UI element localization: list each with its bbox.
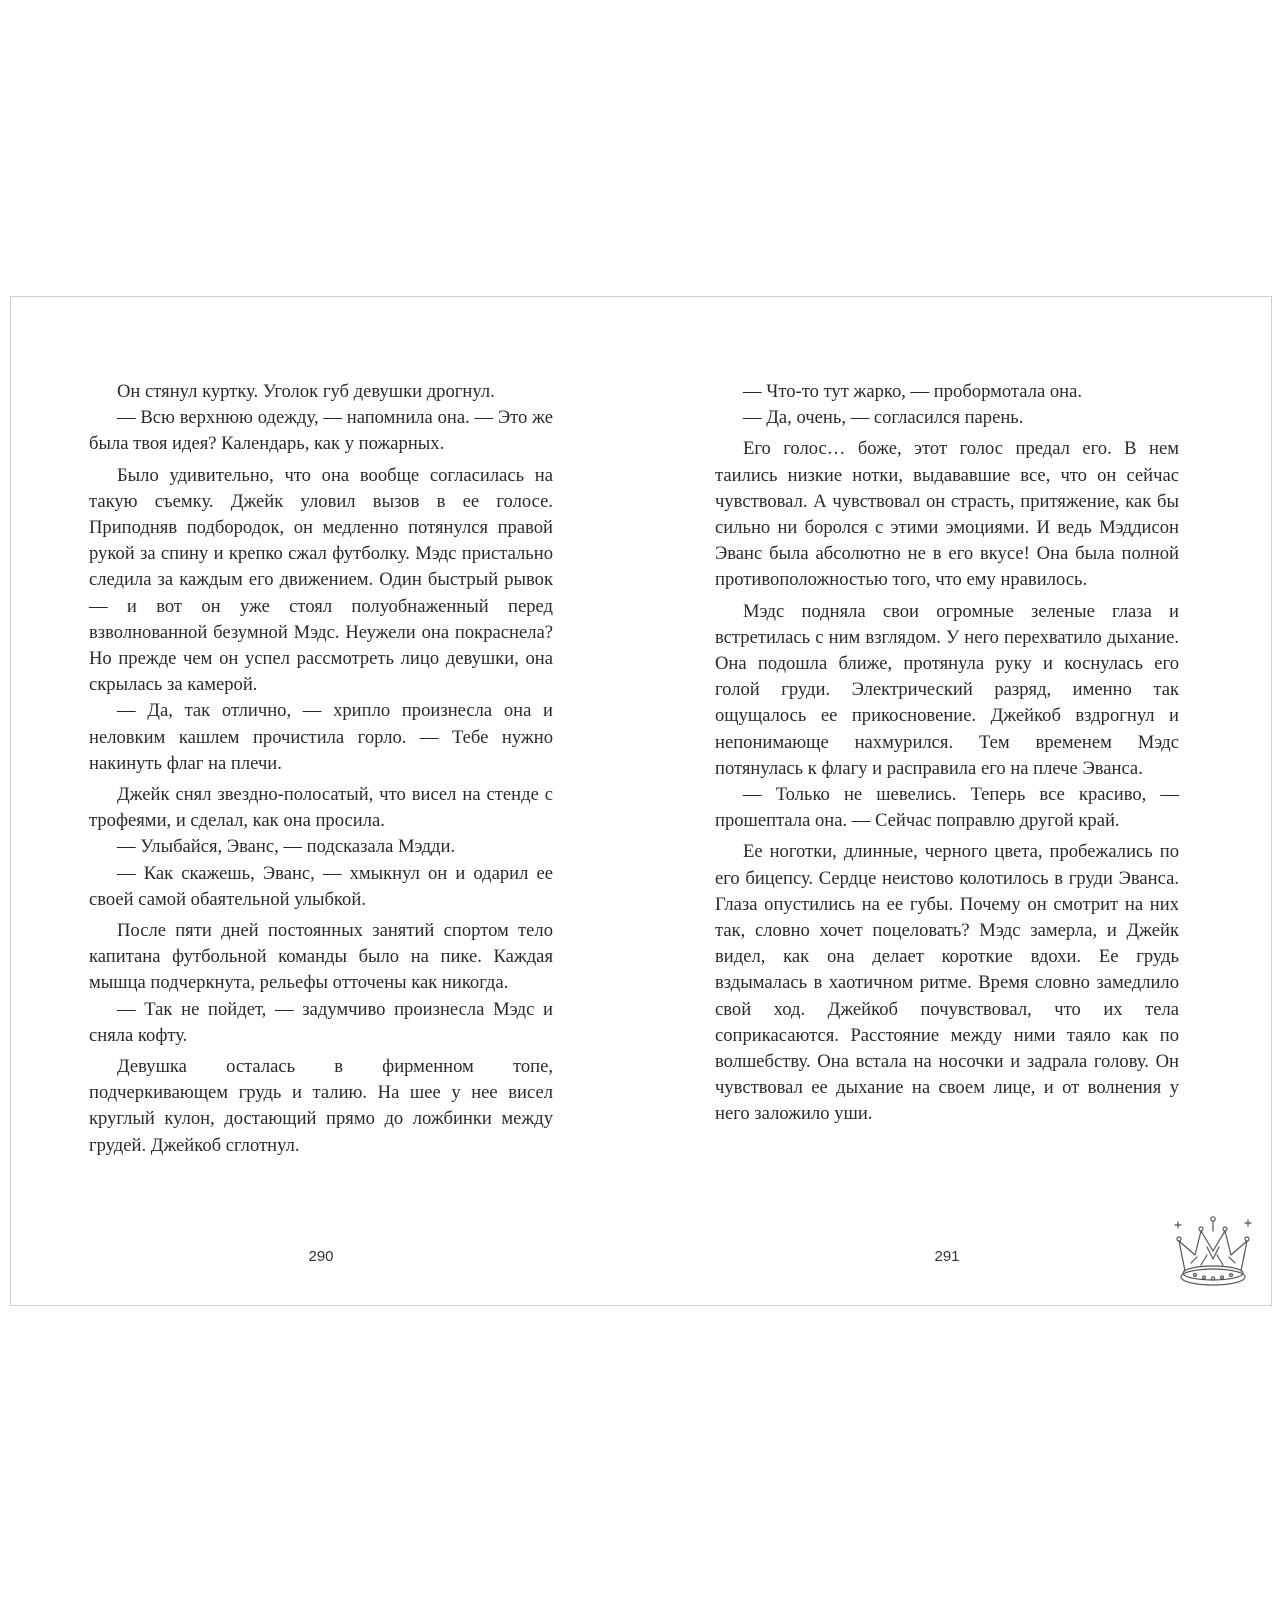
paragraph: Его голос… боже, этот голос предал его. В нем таились низкие нотки, выдававшие все, что он сейчас чувствовал. А чувствовал он страсть, притяжение, как бы сильно ни боролся с этими эмоциями. И ведь Мэддисон Эванс была абсолютно не в его вкусе! Она была полной противоположностью того, что ему нравилось.	[715, 438, 1179, 591]
left-page-text	[89, 379, 553, 1159]
book-spread	[10, 296, 1272, 1306]
paragraph: Было удивительно, что она вообще согласилась на такую съемку. Джейк уловил вызов в ее голосе. Приподняв подбородок, он медленно потянулся правой рукой за спину и крепко сжал футболку. Мэдс пристально следила за каждым его движением. Один быстрый рывок — и вот он уже стоял полуобнаженный перед взволнованной безумной Мэдс. Неужели она покраснела? Но прежде чем он успел рассмотреть лицо девушки, она скрылась за камерой.	[89, 464, 553, 696]
paragraph: — Да, очень, — согласился парень.	[743, 407, 1024, 429]
page-number-left: 290	[308, 1248, 334, 1265]
paragraph: — Что-то тут жарко, — пробормотала она.	[743, 381, 1083, 402]
page-number-right: 291	[934, 1248, 960, 1265]
paragraph: — Да, так отлично, — хрипло произнесла она и неловким кашлем прочистила горло. — Тебе нужно накинуть флаг на плечи.	[89, 700, 553, 774]
paragraph: — Улыбайся, Эванс, — подсказала Мэдди.	[117, 836, 456, 858]
paragraph: Девушка осталась в фирменном топе, подчеркивающем грудь и талию. На шее у нее висел круглый кулон, достающий прямо до ложбинки между грудей. Джейкоб сглотнул.	[89, 1056, 553, 1156]
paragraph: Он стянул куртку. Уголок губ девушки дрогнул.	[117, 381, 495, 402]
paragraph: Мэдс подняла свои огромные зеленые глаза и встретилась с ним взглядом. У него перехватило дыхание. Она подошла ближе, протянула руку и коснулась его голой груди. Электрический разряд, именно так ощущалось ее прикосновение. Джейкоб вздрогнул и непонимающе нахмурился. Тем временем Мэдс потянулась к флагу и расправила его на плече Эванса.	[715, 600, 1179, 779]
crown-icon	[1171, 1211, 1255, 1295]
paragraph: — Так не пойдет, — задумчиво произнесла Мэдс и сняла кофту.	[89, 998, 553, 1046]
right-page-text	[715, 379, 1179, 1128]
paragraph: Джейк снял звездно-полосатый, что висел на стенде с трофеями, и сделал, как она просила.	[89, 784, 553, 832]
paragraph: Ее ноготки, длинные, черного цвета, пробежались по его бицепсу. Сердце неистово колотилось в груди Эванса. Глаза опустились на ее губы. Почему он смотрит на них так, словно хочет поцеловать? Мэдс замерла, и Джейк видел, как она делает короткие вдохи. Ее грудь вздымалась в хаотичном ритме. Время словно замедлило свой ход. Джейкоб почувствовал, что их тела соприкасаются. Расстояние между ними таяло как по волшебству. Она встала на носочки и задрала голову. Он чувствовал ее дыхание на своем лице, и от волнения у него заложило уши.	[715, 841, 1179, 1125]
paragraph: — Всю верхнюю одежду, — напомнила она. — Это же была твоя идея? Календарь, как у пожарных.	[89, 407, 553, 455]
paragraph: После пяти дней постоянных занятий спортом тело капитана футбольной команды было на пике. Каждая мышца подчеркнута, рельефы отточены как никогда.	[89, 920, 553, 994]
paragraph: — Как скажешь, Эванс, — хмыкнул он и одарил ее своей самой обаятельной улыбкой.	[89, 862, 553, 910]
paragraph: — Только не шевелись. Теперь все красиво, — прошептала она. — Сейчас поправлю другой край.	[715, 784, 1179, 832]
